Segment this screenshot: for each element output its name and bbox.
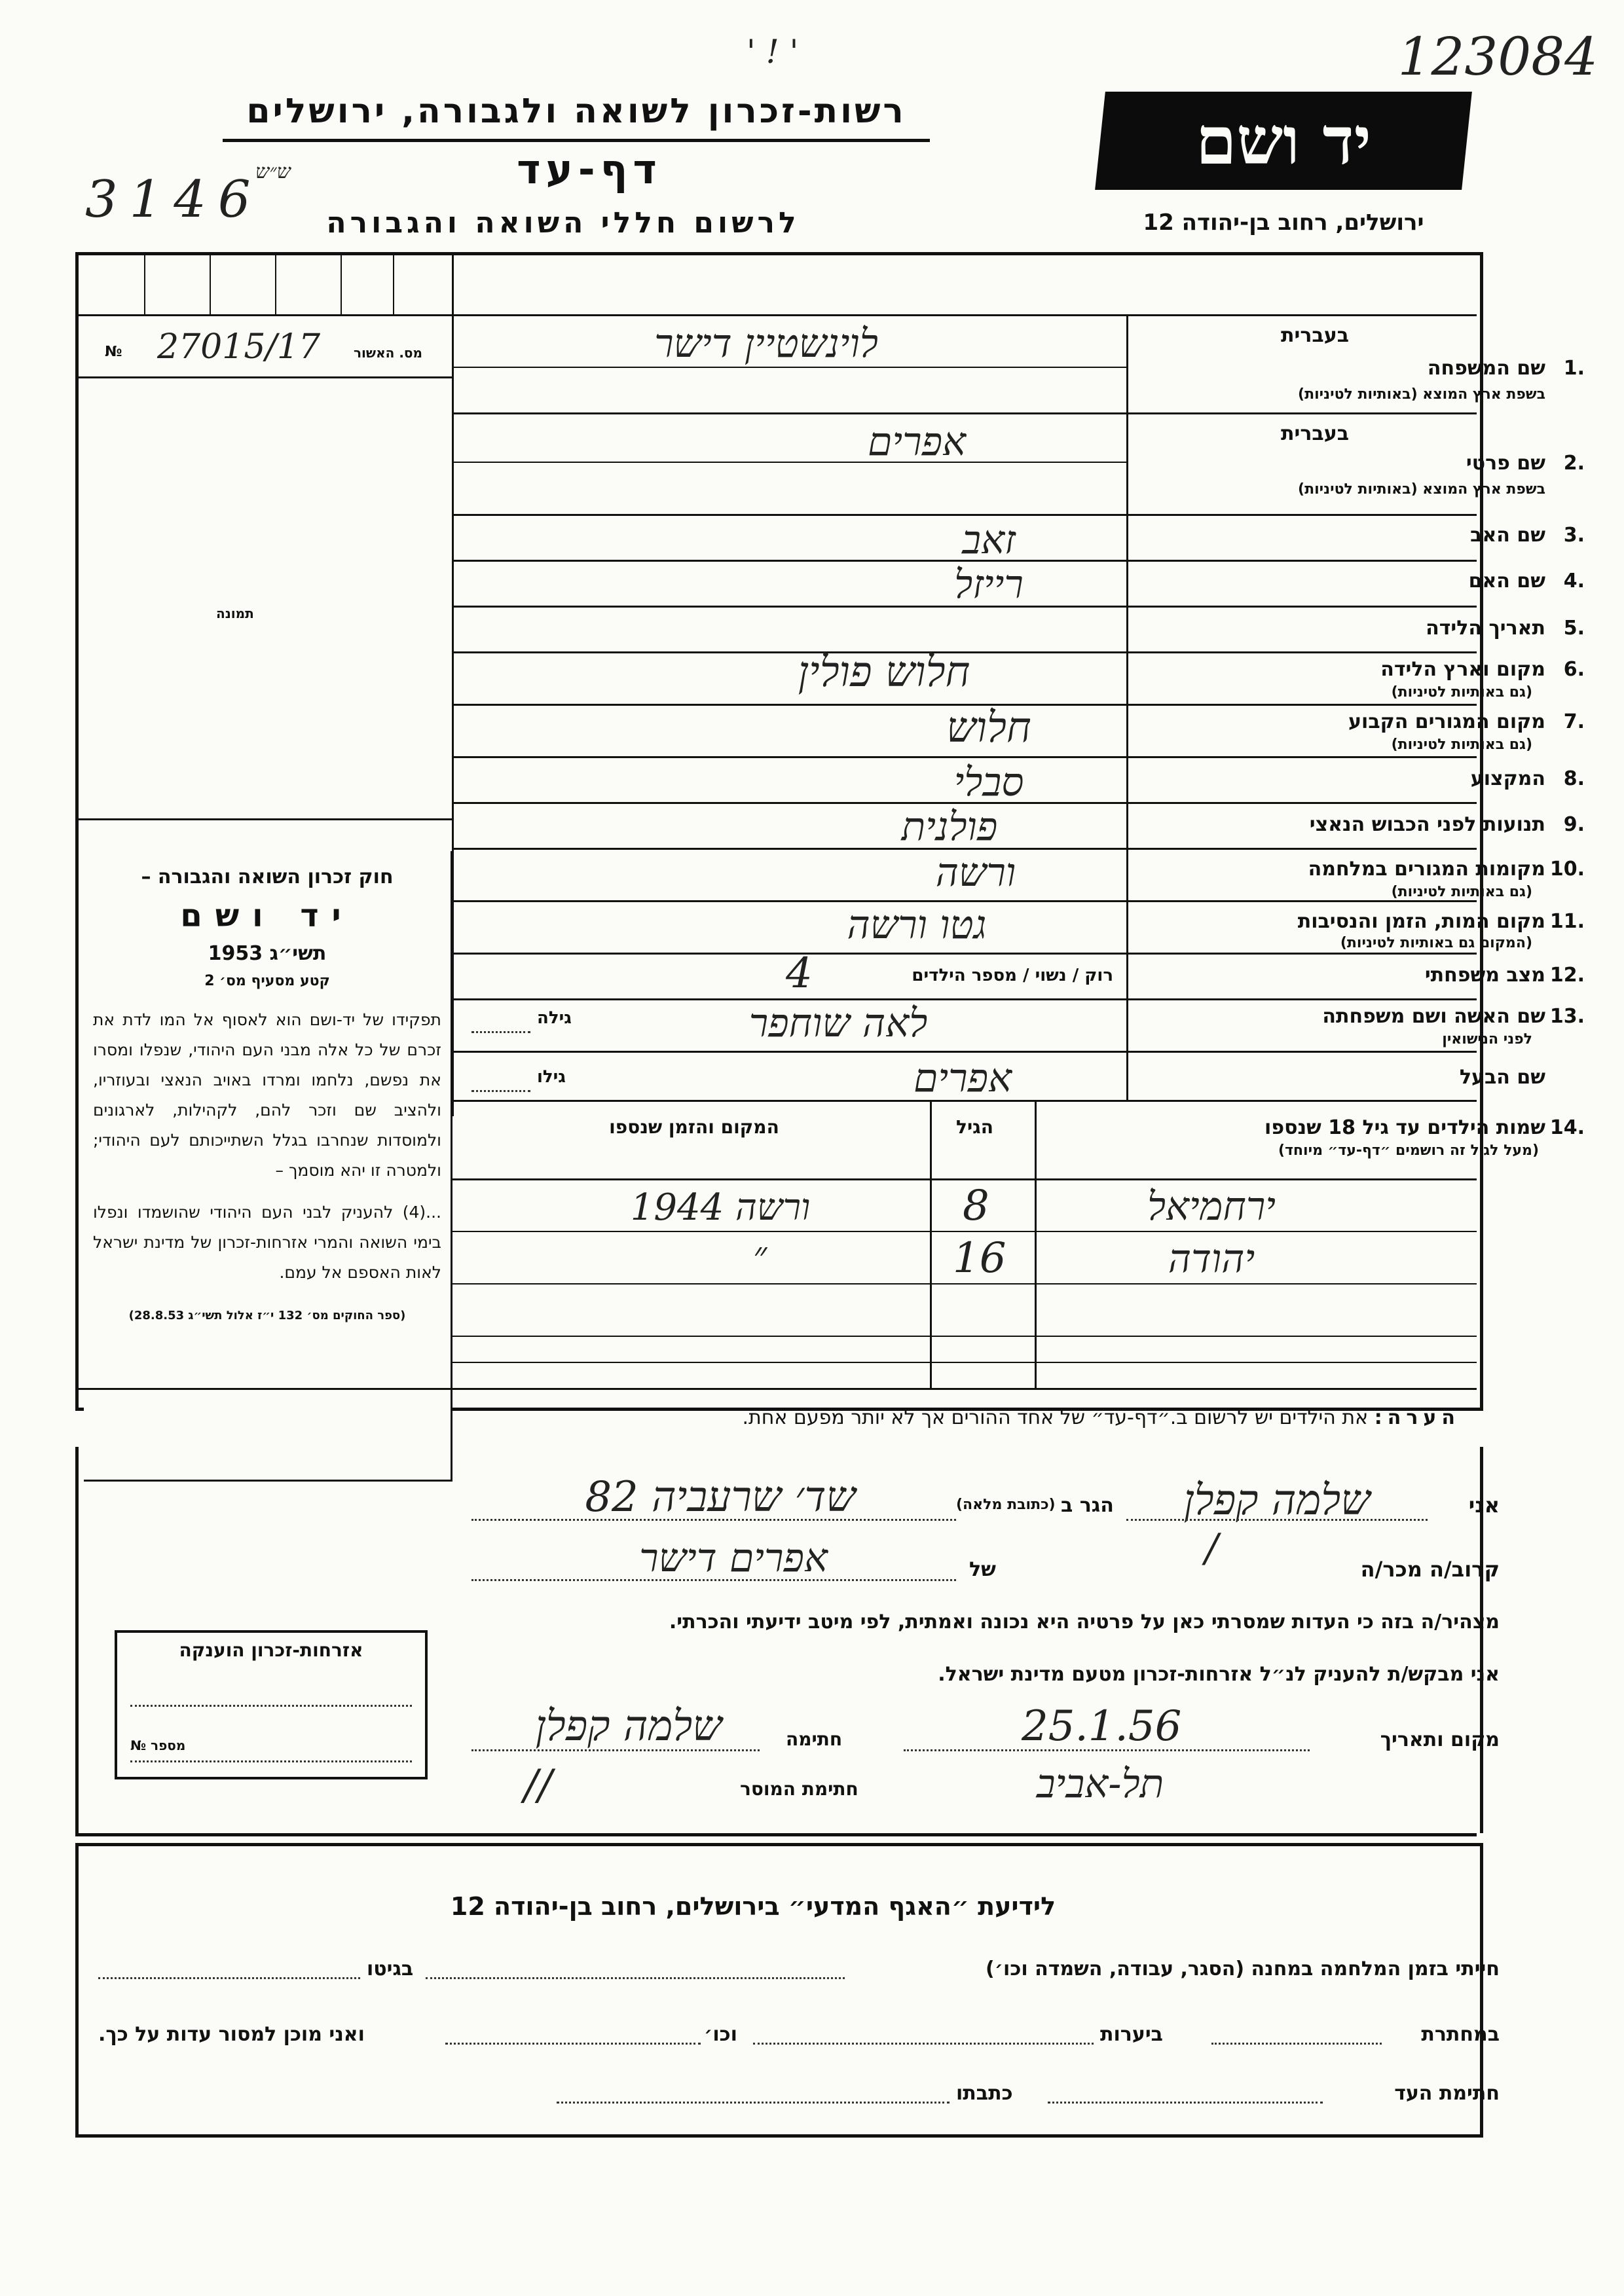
field-6-number: 6. [1563, 658, 1585, 681]
citizenship-box-number-label: מספר № [130, 1738, 186, 1753]
citizenship-request: אני מבקש/ת להעניק לנ״ל אזרחות-זכרון מטעם מדינת ישראל. [938, 1663, 1500, 1686]
field-12-label: מצב משפחתי [1424, 964, 1545, 987]
remark-text: את הילדים יש לרשום ב.״דף-עד״ של אחד ההורים אך לא יותר מפעם אחת. [742, 1406, 1369, 1429]
child-1-place: ורשה 1944 [630, 1186, 811, 1229]
field-4-number: 4. [1563, 570, 1585, 592]
bottom-box [75, 1843, 1483, 2138]
declarant-of-label: של [969, 1558, 996, 1581]
field-1-number: 1. [1563, 357, 1585, 380]
field-10-note: (גם באותיות לטיניות) [1391, 884, 1532, 900]
approval-number: 27015/17 [157, 327, 321, 367]
declarant-relative-of: אפרים דישר [639, 1535, 828, 1581]
field-3-label: שם האב [1470, 524, 1545, 547]
field-13-value: לאה שוחפר [748, 1000, 928, 1046]
law-source: (ספר החוקים מס׳ 132 י״ז אלול תשי״ג 28.8.53) [128, 1309, 406, 1322]
declarant-relative-mark: / [1205, 1525, 1219, 1571]
law-title: חוק זכרון השואה והגבורה – [141, 866, 394, 888]
field-2-label: שם פרטי [1466, 452, 1545, 475]
field-10-number: 10. [1549, 858, 1585, 881]
archive-id-number: 123084 [1397, 26, 1598, 87]
declarant-address: שד׳ שרעביה 82 [585, 1473, 856, 1522]
office-address: ירושלים, רחוב בן-יהודה 12 [1143, 210, 1424, 236]
husband-age-label: גילו [537, 1067, 566, 1087]
field-7-value: חלוש [946, 704, 1031, 752]
field-5-number: 5. [1563, 617, 1585, 640]
declaration-place: תל-אביב [1036, 1761, 1164, 1807]
child-2-place: ״ [753, 1234, 767, 1277]
logo-text: יד ושם [1196, 102, 1371, 179]
children-age-header: הגיל [956, 1116, 993, 1138]
law-box [84, 851, 452, 1482]
field-5-label: תאריך הלידה [1426, 617, 1545, 640]
field-6-label: מקום וארץ הלידה [1380, 658, 1545, 681]
law-text-1: תפקידו של יד-ושם הוא לאסוף אל המו לדת את זכרם של כל אלה מבני העם היהודי, שנפלו ומסרו את נפשם, נלחמו ומרדו באויב הנאצי ובעוזריו, ולהציב שם וזכר להם, לקהילות, לארגונים ולמוסדות שנחרבו בגלל השתייכותם לעם היהודי; ולמטרה זו יהא מוסמך – [93, 1010, 441, 1180]
declaration-statement: מצהיר/ה בזה כי העדות שמסרתי כאן על פרטיה היא נכונה ואמתית, לפי מיטב ידיעתי והכרתי. [669, 1611, 1500, 1633]
declarant-signature: שלמה קפלן [535, 1702, 722, 1751]
field-9-value: פולנית [901, 804, 998, 850]
field-2-value: אפרים [867, 419, 967, 465]
field-11-note: (המקום גם באותיות לטיניות) [1340, 935, 1532, 951]
authority-name: רשות-זכרון לשואה ולגבורה, ירושלים [246, 92, 906, 131]
children-place-header: המקום והזמן שנספו [609, 1116, 779, 1138]
bottom-line-3a: חתימת העד [1394, 2082, 1500, 2105]
bottom-line-2d: ואני מוכן למסור עדות על כך. [98, 2023, 365, 2046]
sheet-number: 3146 [85, 170, 263, 229]
child-1-name: ירחמיאל [1147, 1184, 1276, 1230]
field-3-value: זאב [962, 517, 1016, 563]
child-2-age: 16 [953, 1234, 1006, 1283]
husband-value: אפרים [913, 1055, 1012, 1101]
husband-label: שם הבעל [1459, 1066, 1545, 1089]
photo-label: תמונה [216, 606, 254, 621]
top-tick-marks: ' ! ' [747, 33, 799, 71]
children-note: (מעל לגיל זה רושמים ״דף-עד״ מיוחד) [1278, 1142, 1539, 1159]
bottom-line-3b: כתבתו [956, 2082, 1013, 2105]
field-4-value: רייזל [954, 562, 1024, 608]
children-title: שמות הילדים עד גיל 18 שנספו [1264, 1116, 1545, 1139]
field-7-label: מקום המגורים הקבוע [1348, 710, 1545, 733]
declarant-i-label: אני [1468, 1493, 1500, 1518]
declarant-name: שלמה קפלן [1183, 1476, 1371, 1525]
bottom-line-2b: ביערות [1100, 2023, 1163, 2046]
field-2-lang: בעברית [1281, 422, 1349, 445]
yad-vashem-logo [1095, 92, 1472, 190]
field-13-number: 13. [1549, 1005, 1585, 1028]
form-title: דף-עד [517, 145, 662, 193]
approval-number-sign: № [105, 344, 122, 360]
field-1-note: בשפת ארץ המוצא (באותיות לטיניות) [1298, 386, 1545, 403]
field-12-extra: רוק / נשוי / מספר הילדים [912, 966, 1113, 985]
field-8-label: המקצוע [1470, 767, 1545, 790]
field-1-label: שם המשפחה [1427, 357, 1545, 380]
child-2-name: יהודה [1168, 1236, 1255, 1282]
bottom-line-2c: וכו׳ [704, 2023, 737, 2046]
signature-label: חתימה [786, 1728, 843, 1750]
field-6-note: (גם באותיות לטיניות) [1391, 684, 1532, 701]
children-number: 14. [1549, 1116, 1585, 1139]
field-10-value: ורשה [935, 850, 1016, 896]
field-7-number: 7. [1563, 710, 1585, 733]
child-1-age: 8 [963, 1182, 989, 1230]
field-13-age-label: גילה [537, 1008, 572, 1028]
bottom-line-1b: בגיטו [367, 1958, 414, 1980]
small-handwritten-mark: ש״ש [255, 160, 291, 183]
declarant-address-note: (כתובת מלאה) [956, 1497, 1056, 1513]
field-11-number: 11. [1549, 910, 1585, 933]
field-10-label: מקומות המגורים במלחמה [1308, 858, 1545, 881]
field-4-label: שם האם [1468, 570, 1545, 592]
field-1-value: לוינשטיין דישר [654, 321, 878, 367]
citizenship-box [115, 1630, 428, 1779]
field-3-number: 3. [1563, 524, 1585, 547]
law-clause: קטע מסעיף מס׳ 2 [204, 973, 330, 989]
declarant-lives-label: הגר ב [1061, 1494, 1114, 1517]
remark-label: הערה: [1374, 1406, 1460, 1429]
field-13-note: לפני הנישואין [1442, 1031, 1532, 1048]
declaration-date: 25.1.56 [1022, 1702, 1182, 1751]
field-1-lang: בעברית [1281, 324, 1349, 347]
field-9-label: תנועות לפני הכבוש הנאצי [1309, 813, 1545, 836]
issuer-signature-label: חתימת המוסר [740, 1778, 858, 1800]
issuer-signature: // [524, 1761, 553, 1810]
law-text-2: ...(4) להעניק לבני העם היהודי שהושמדו ונפלו בימי השואה והמרי אזרחות-זכרון של מדינת ישראל לאות האספם אל עמם. [93, 1203, 441, 1282]
bottom-title: לידיעת ״האגף המדעי״ בירושלים, רחוב בן-יהודה 12 [450, 1892, 1056, 1921]
field-13-label: שם האשה ושם משפחתה [1322, 1005, 1545, 1028]
field-9-number: 9. [1563, 813, 1585, 836]
bottom-line-2a: במחתרת [1421, 2023, 1500, 2046]
citizenship-box-title: אזרחות-זכרון הוענקה [179, 1639, 363, 1661]
field-2-number: 2. [1563, 452, 1585, 475]
field-11-label: מקום המות, הזמן והנסיבות [1297, 910, 1545, 933]
law-year: תשי״ג 1953 [208, 942, 327, 965]
field-8-number: 8. [1563, 767, 1585, 790]
approval-label: מס. האשור [354, 345, 422, 361]
field-6-value: חלוש פולין [798, 648, 970, 697]
field-8-value: סבלי [953, 759, 1024, 805]
field-12-number: 12. [1549, 964, 1585, 987]
field-7-note: (גם באותיות לטיניות) [1391, 737, 1532, 753]
law-name: יד ושם [180, 898, 354, 934]
field-12-value: 4 [786, 949, 813, 998]
remark [458, 1406, 1460, 1429]
field-11-value: גטו ורשה [847, 902, 987, 948]
field-2-note: בשפת ארץ המוצא (באותיות לטיניות) [1298, 481, 1545, 498]
form-subtitle: לרשום חללי השואה והגבורה [326, 206, 800, 240]
bottom-line-1a: חייתי בזמן המלחמה במחנה (הסגר, עבודה, השמדה וכו׳) [986, 1958, 1500, 1980]
declarant-relative-label: קרוב/ה מכר/ה [1360, 1557, 1500, 1582]
place-date-label: מקום ותאריך [1380, 1728, 1500, 1751]
